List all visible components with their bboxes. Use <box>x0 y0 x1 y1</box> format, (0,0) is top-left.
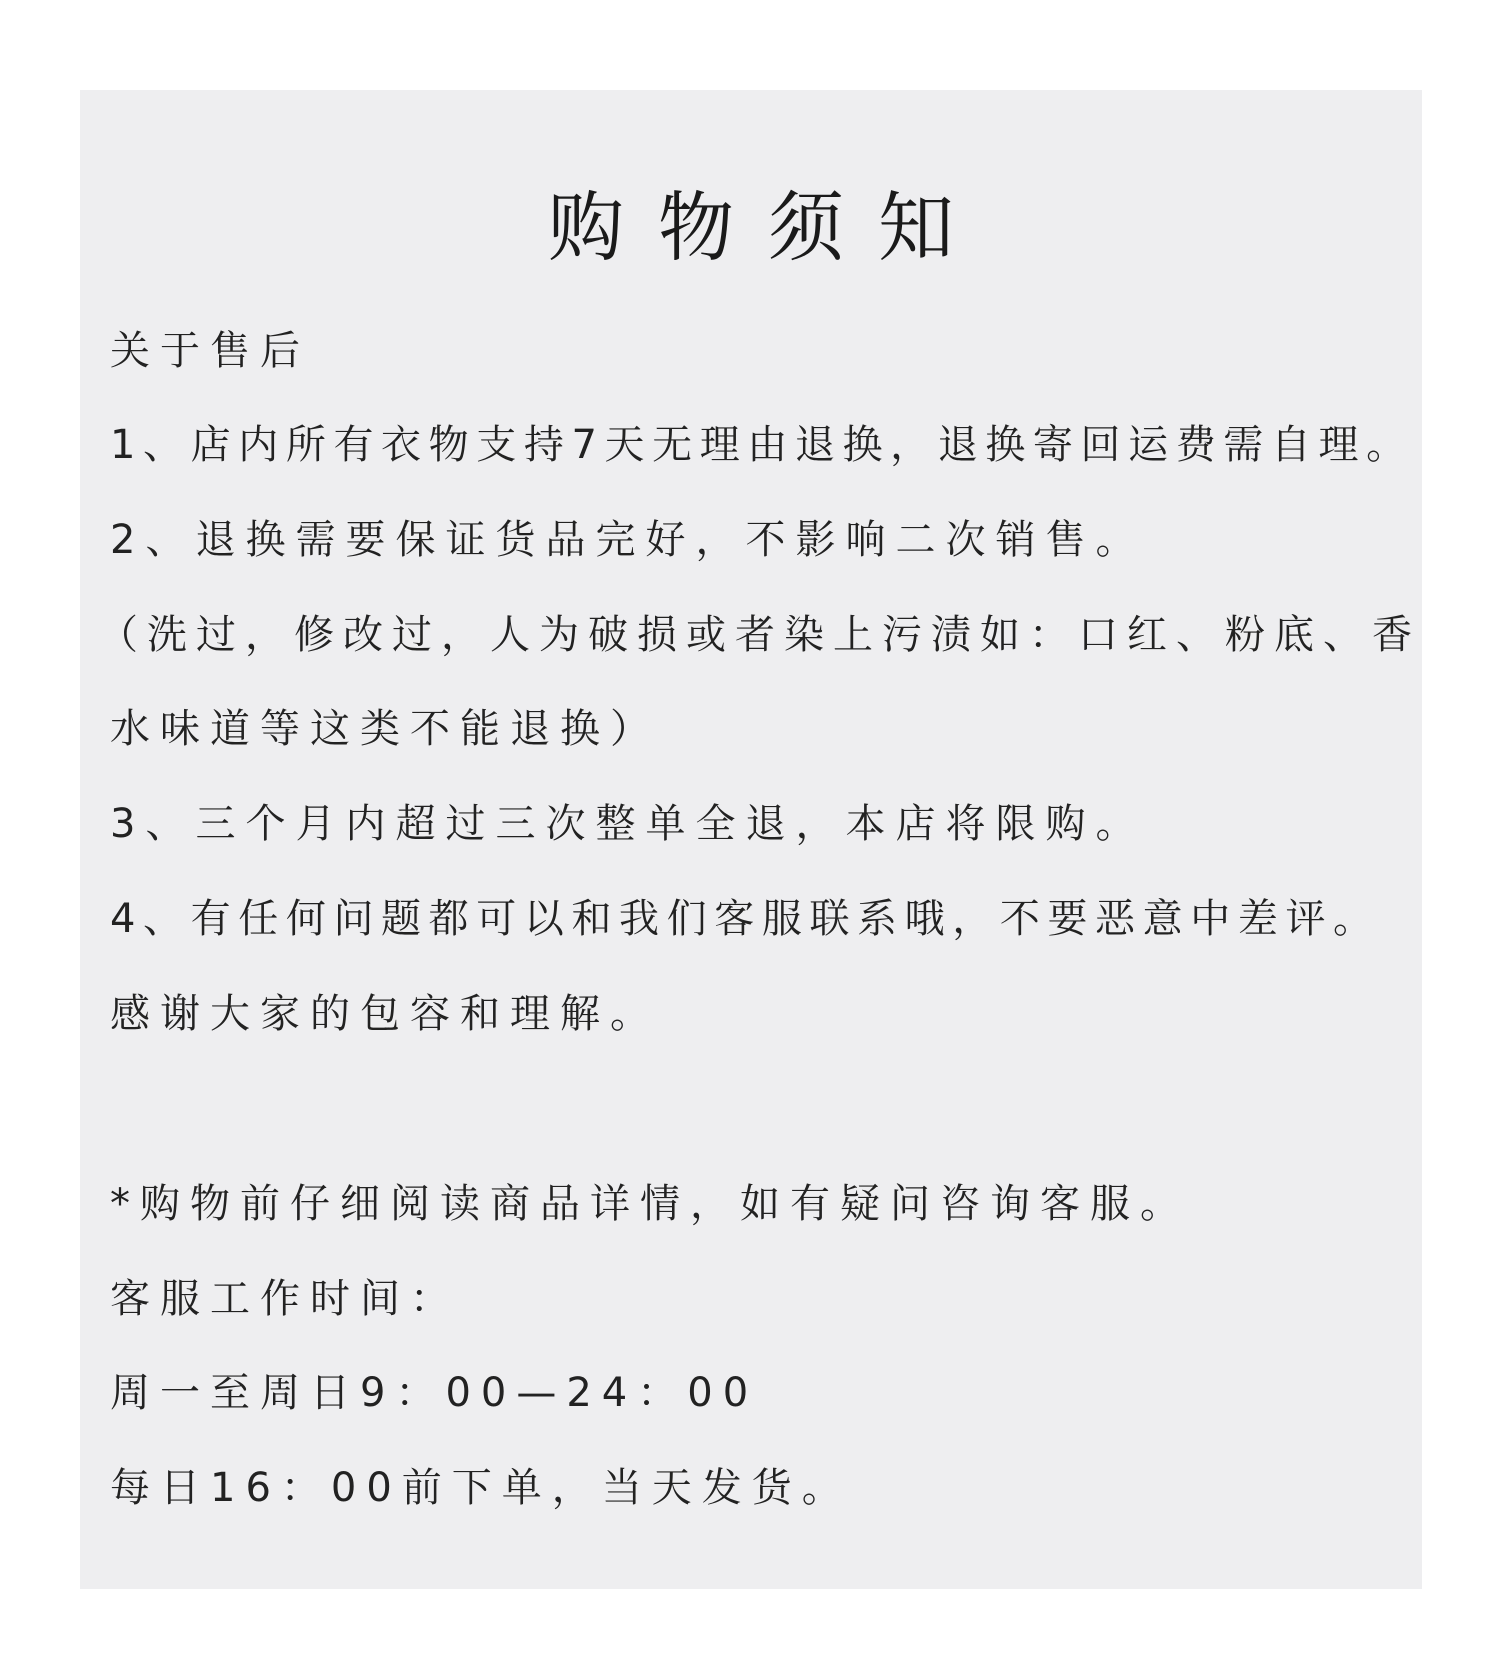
policy-line-1: 1、店内所有衣物支持7天无理由退换，退换寄回运费需自理。 <box>110 422 1414 468</box>
section-heading: 关于售后 <box>110 328 310 374</box>
shipping-line: 每日16：00前下单，当天发货。 <box>110 1465 852 1511</box>
policy-line-2: 2、退换需要保证货品完好，不影响二次销售。 <box>110 517 1146 563</box>
service-hours-label: 客服工作时间： <box>110 1276 460 1322</box>
policy-line-2-note-a: （洗过，修改过，人为破损或者染上污渍如：口红、粉底、香 <box>98 612 1421 658</box>
service-hours: 周一至周日9：00—24：00 <box>110 1370 759 1416</box>
policy-line-2-note-b: 水味道等这类不能退换） <box>110 706 660 752</box>
page-title: 购物须知 <box>548 183 988 272</box>
policy-line-3: 3、三个月内超过三次整单全退，本店将限购。 <box>110 801 1146 847</box>
shopping-notice-panel <box>80 90 1422 1589</box>
notice-line: *购物前仔细阅读商品详情，如有疑问咨询客服。 <box>110 1181 1190 1227</box>
thanks-line: 感谢大家的包容和理解。 <box>110 991 660 1037</box>
policy-line-4: 4、有任何问题都可以和我们客服联系哦，不要恶意中差评。 <box>110 896 1381 942</box>
